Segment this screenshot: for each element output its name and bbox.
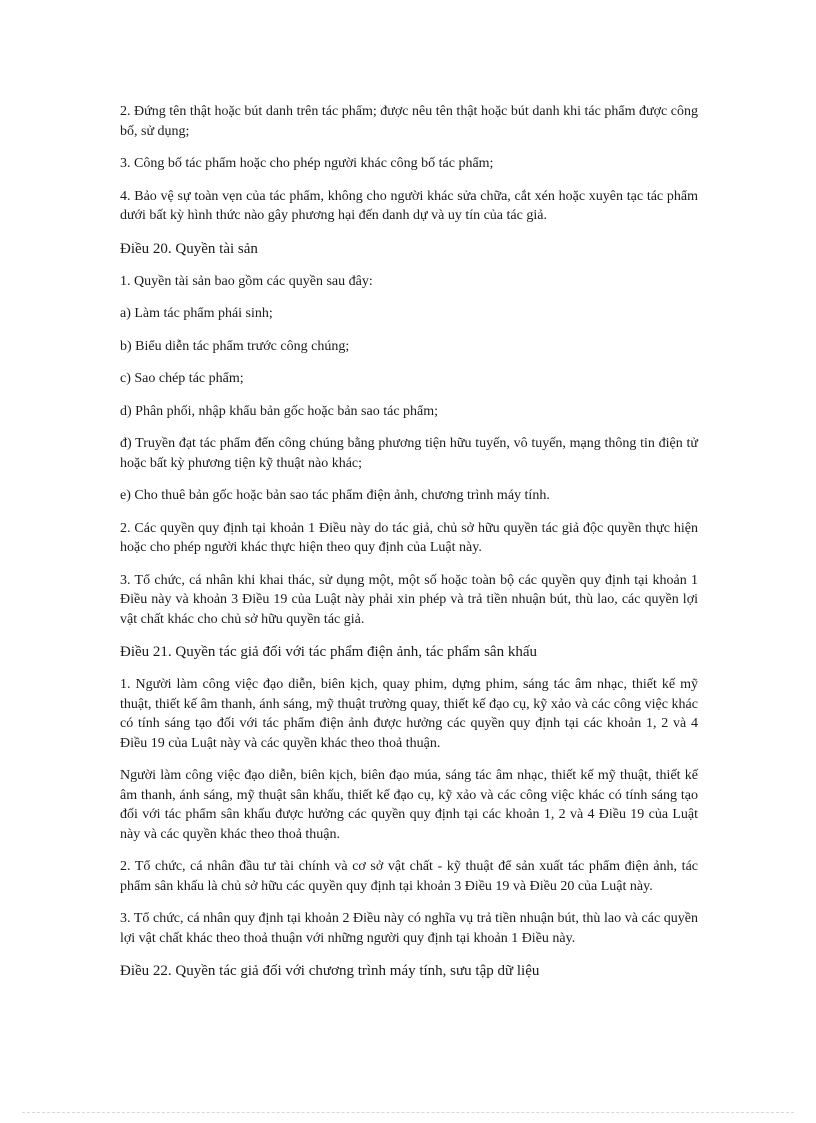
article-22-heading: Điều 22. Quyền tác giả đối với chương trình máy tính, sưu tập dữ liệu [120,963,540,979]
article-20-clause-3: 3. Tổ chức, cá nhân khi khai thác, sử dụng một, một số hoặc toàn bộ các quyền quy định tại khoản 1 Điều này và khoản 3 Điều 19 của Luật này phải xin phép và trả tiền nhuận bút, thù lao, các quyền lợi vật chất khác cho chủ sở hữu quyền tác giả. [120,572,698,627]
article-21-clause-2: 2. Tổ chức, cá nhân đầu tư tài chính và cơ sở vật chất - kỹ thuật để sản xuất tác phẩm điện ảnh, tác phẩm sân khấu là chủ sở hữu các quyền quy định tại khoản 3 Điều 19 và Điều 20 của Luật này. [120,859,698,894]
article-20-clause-2: 2. Các quyền quy định tại khoản 1 Điều này do tác giả, chủ sở hữu quyền tác giả độc quyền thực hiện hoặc cho phép người khác thực hiện theo quy định của Luật này. [120,520,698,555]
article-20-item-c: c) Sao chép tác phẩm; [120,371,244,386]
paragraph-right-4: 4. Bảo vệ sự toàn vẹn của tác phẩm, không cho người khác sửa chữa, cắt xén hoặc xuyên tạc tác phẩm dưới bất kỳ hình thức nào gây phương hại đến danh dự và uy tín của tác giả. [120,188,698,223]
article-21-heading: Điều 21. Quyền tác giả đối với tác phẩm điện ảnh, tác phẩm sân khấu [120,644,537,660]
article-20-clause-1: 1. Quyền tài sản bao gồm các quyền sau đây: [120,273,373,289]
article-20-heading: Điều 20. Quyền tài sản [120,240,258,257]
article-20-item-b: b) Biểu diễn tác phẩm trước công chúng; [120,338,350,354]
article-20-item-dd: đ) Truyền đạt tác phẩm đến công chúng bằng phương tiện hữu tuyến, vô tuyến, mạng thông tin điện tử hoặc bất kỳ phương tiện kỹ thuật nào khác; [120,436,698,471]
article-21-clause-1-stage: Người làm công việc đạo diễn, biên kịch, biên đạo múa, sáng tác âm nhạc, thiết kế mỹ thuật, thiết kế âm thanh, ánh sáng, mỹ thuật sân khấu, thiết kế đạo cụ, kỹ xảo và các công việc khác có tính sáng tạo đối với tác phẩm sân khấu được hưởng các quyền quy định tại các khoản 1, 2 và 4 Điều 19 của Luật này và các quyền khác theo thoả thuận. [120,768,698,842]
article-20-item-e: e) Cho thuê bản gốc hoặc bản sao tác phẩm điện ảnh, chương trình máy tính. [120,488,550,503]
article-21-clause-3: 3. Tổ chức, cá nhân quy định tại khoản 2 Điều này có nghĩa vụ trả tiền nhuận bút, thù lao và các quyền lợi vật chất khác theo thoả thuận với những người quy định tại khoản 1 Điều này. [120,911,698,946]
page-bottom-divider [22,1112,794,1113]
article-20-item-a: a) Làm tác phẩm phái sinh; [120,306,273,321]
article-21-clause-1: 1. Người làm công việc đạo diễn, biên kịch, quay phim, dựng phim, sáng tác âm nhạc, thiết kế mỹ thuật, thiết kế âm thanh, ánh sáng, mỹ thuật trường quay, thiết kế đạo cụ, kỹ xảo và các công việc khác có tính sáng tạo đối với tác phẩm điện ảnh được hưởng các quyền quy định tại các khoản 1, 2 và 4 Điều 19 của Luật này và các quyền khác theo thoả thuận. [120,677,698,751]
paragraph-right-3: 3. Công bố tác phẩm hoặc cho phép người khác công bố tác phẩm; [120,156,494,171]
document-page [120,102,698,994]
article-20-item-d: d) Phân phối, nhập khẩu bản gốc hoặc bản sao tác phẩm; [120,403,439,419]
paragraph-right-2: 2. Đứng tên thật hoặc bút danh trên tác phẩm; được nêu tên thật hoặc bút danh khi tác phẩm được công bố, sử dụng; [120,104,698,139]
